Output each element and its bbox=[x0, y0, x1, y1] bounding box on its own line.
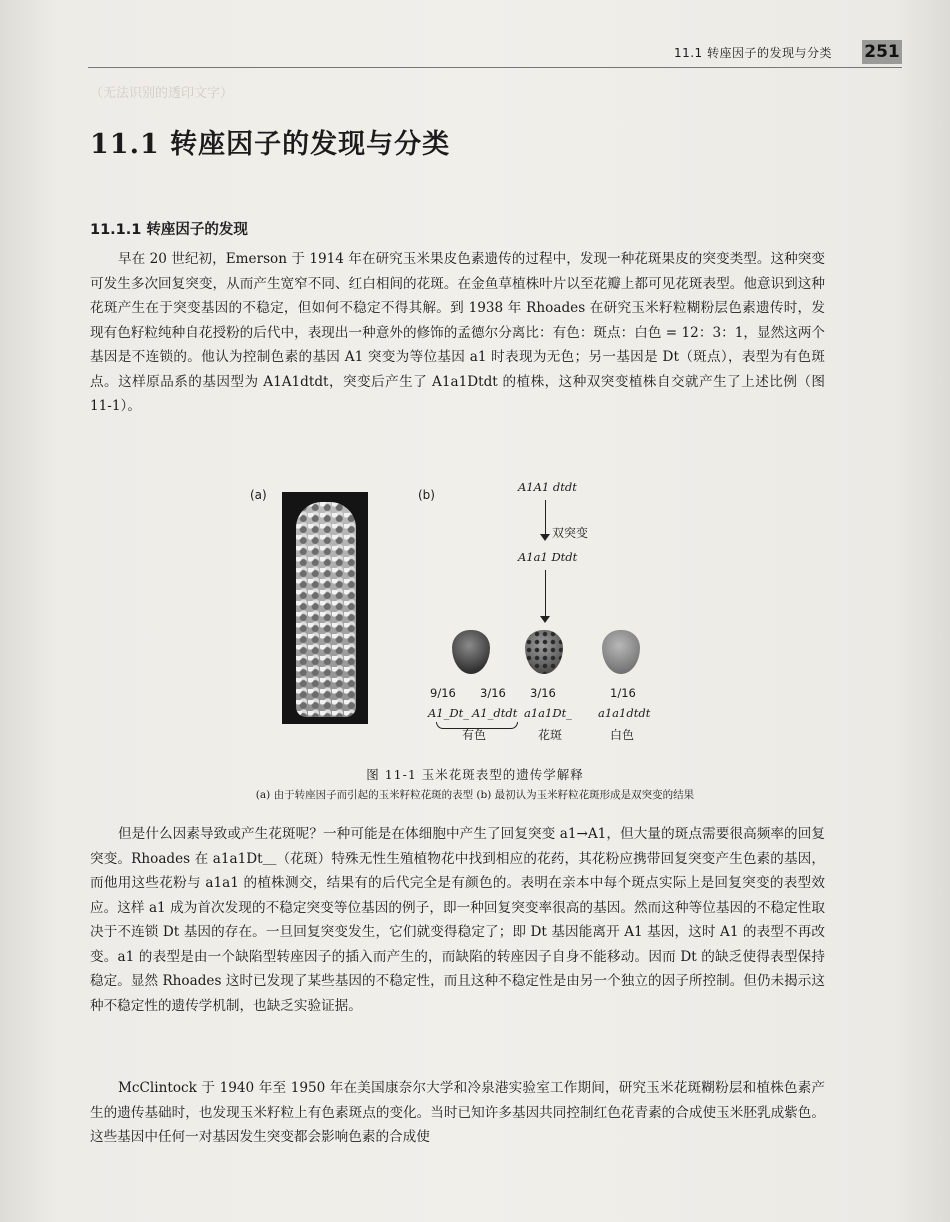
running-header bbox=[0, 40, 950, 74]
section-title: 11.1 转座因子的发现与分类 bbox=[90, 129, 451, 160]
figure-label-a: (a) bbox=[250, 488, 267, 502]
arrow-line-2 bbox=[545, 570, 546, 620]
header-rule bbox=[88, 67, 902, 68]
figure-11-1 bbox=[240, 470, 710, 742]
kernel-white bbox=[602, 630, 640, 674]
ratio-2: 3/16 bbox=[480, 686, 506, 700]
ratio-1: 9/16 bbox=[430, 686, 456, 700]
phenotype-spotted: 花斑 bbox=[538, 728, 563, 742]
phenotype-white: 白色 bbox=[610, 728, 635, 742]
mutant-genotype: A1a1 Dtdt bbox=[518, 550, 578, 564]
paragraph-1: 早在 20 世纪初，Emerson 于 1914 年在研究玉米果皮色素遗传的过程中，发现一种花斑果皮的突变类型。这种突变可发生多次回复突变，从而产生宽窄不同、红白相间的花斑。在金鱼草植株叶片以至花瓣上都可见花斑表型。他意识到这种花斑产生在于突变基因的不稳定，但如何不稳定不得其解。到 1938 年 Rhoades 在研究玉米籽粒糊粉层色素遗传时，发现有色籽粒纯种自花授粉的后代中，表现出一种意外的修饰的孟德尔分离比：有色：斑点：白色 = 12：3：1，显然这两个基因是不连锁的。他认为控制色素的基因 A1 突变为等位基因 a1 时表现为无色；另一基因是 Dt（斑点），表型为有色斑点。这样原品系的基因型为 A1A1dtdt，突变后产生了 A1a1Dtdt 的植株，这种双突变植株自交就产生了上述比例（图11-1）。 bbox=[90, 251, 825, 414]
paragraph-3: McClintock 于 1940 年至 1950 年在美国康奈尔大学和冷泉港实验室工作期间，研究玉米花斑糊粉层和植株色素产生的遗传基础时，也发现玉米籽粒上有色素斑点的变化。当时已知许多基因共同控制红色花青素的合成使玉米胚乳成紫色。这些基因中任何一对基因发生突变都会影响色素的合成使 bbox=[90, 1080, 825, 1145]
ratio-3: 3/16 bbox=[530, 686, 556, 700]
genotype-3: a1a1Dt_ bbox=[524, 706, 572, 720]
figure-subcaption: (a) 由于转座因子而引起的玉米籽粒花斑的表型 (b) 最初认为玉米籽粒花斑形成是双突变的结果 bbox=[255, 789, 695, 801]
paragraph-2: 但是什么因素导致或产生花斑呢？一种可能是在体细胞中产生了回复突变 a1→A1，但大量的斑点需要很高频率的回复突变。Rhoades 在 a1a1Dt＿（花斑）特殊无性生殖植物花中找到相应的花药，其花粉应携带回复突变产生色素的基因，而他用这些花粉与 a1a1 的植株测交，结果有的后代完全是有颜色的。表明在亲本中每个斑点实际上是回复突变的表型效应。这样 a1 成为首次发现的不稳定突变等位基因的例子，即一种回复突变率很高的基因。然而这种等位基因的不稳定性取决于不连锁 Dt 基因的存在。一旦回复突变发生，它们就变得稳定了；即 Dt 基因能离开 A1 基因，这时 A1 的表型不再改变。a1 的表型是由一个缺陷型转座因子的插入而产生的，而缺陷的转座因子自身不能移动。因而 Dt 的缺乏使得表型保持稳定。显然 Rhoades 这时已发现了某些基因的不稳定性，而且这种不稳定性是由另一个独立的因子所控制。但仍未揭示这种不稳定性的遗传学机制，也缺乏实验证据。 bbox=[90, 826, 825, 1014]
kernel-colored bbox=[452, 630, 490, 674]
phenotype-colored: 有色 bbox=[462, 728, 487, 742]
genotype-1: A1_Dt_ bbox=[428, 706, 469, 720]
page-number: 251 bbox=[862, 40, 902, 64]
kernel-spotted bbox=[525, 630, 563, 674]
subsection-title: 11.1.1 转座因子的发现 bbox=[90, 222, 248, 238]
corn-cob bbox=[296, 502, 356, 717]
running-title: 11.1 转座因子的发现与分类 bbox=[673, 46, 832, 60]
genotype-2: A1_dtdt bbox=[472, 706, 518, 720]
arrow-head-2-icon bbox=[540, 616, 550, 623]
bleed-through: （无法识别的透印文字） bbox=[90, 86, 234, 101]
figure-caption: 图 11-1 玉米花斑表型的遗传学解释 bbox=[366, 767, 584, 782]
mutation-label: 双突变 bbox=[552, 526, 589, 540]
arrow-head-1-icon bbox=[540, 534, 550, 541]
arrow-line-1 bbox=[545, 500, 546, 538]
ratio-4: 1/16 bbox=[610, 686, 636, 700]
figure-label-b: (b) bbox=[418, 488, 435, 502]
corn-ear-photo bbox=[282, 492, 368, 724]
genotype-4: a1a1dtdt bbox=[598, 706, 651, 720]
parent-genotype: A1A1 dtdt bbox=[518, 480, 577, 494]
